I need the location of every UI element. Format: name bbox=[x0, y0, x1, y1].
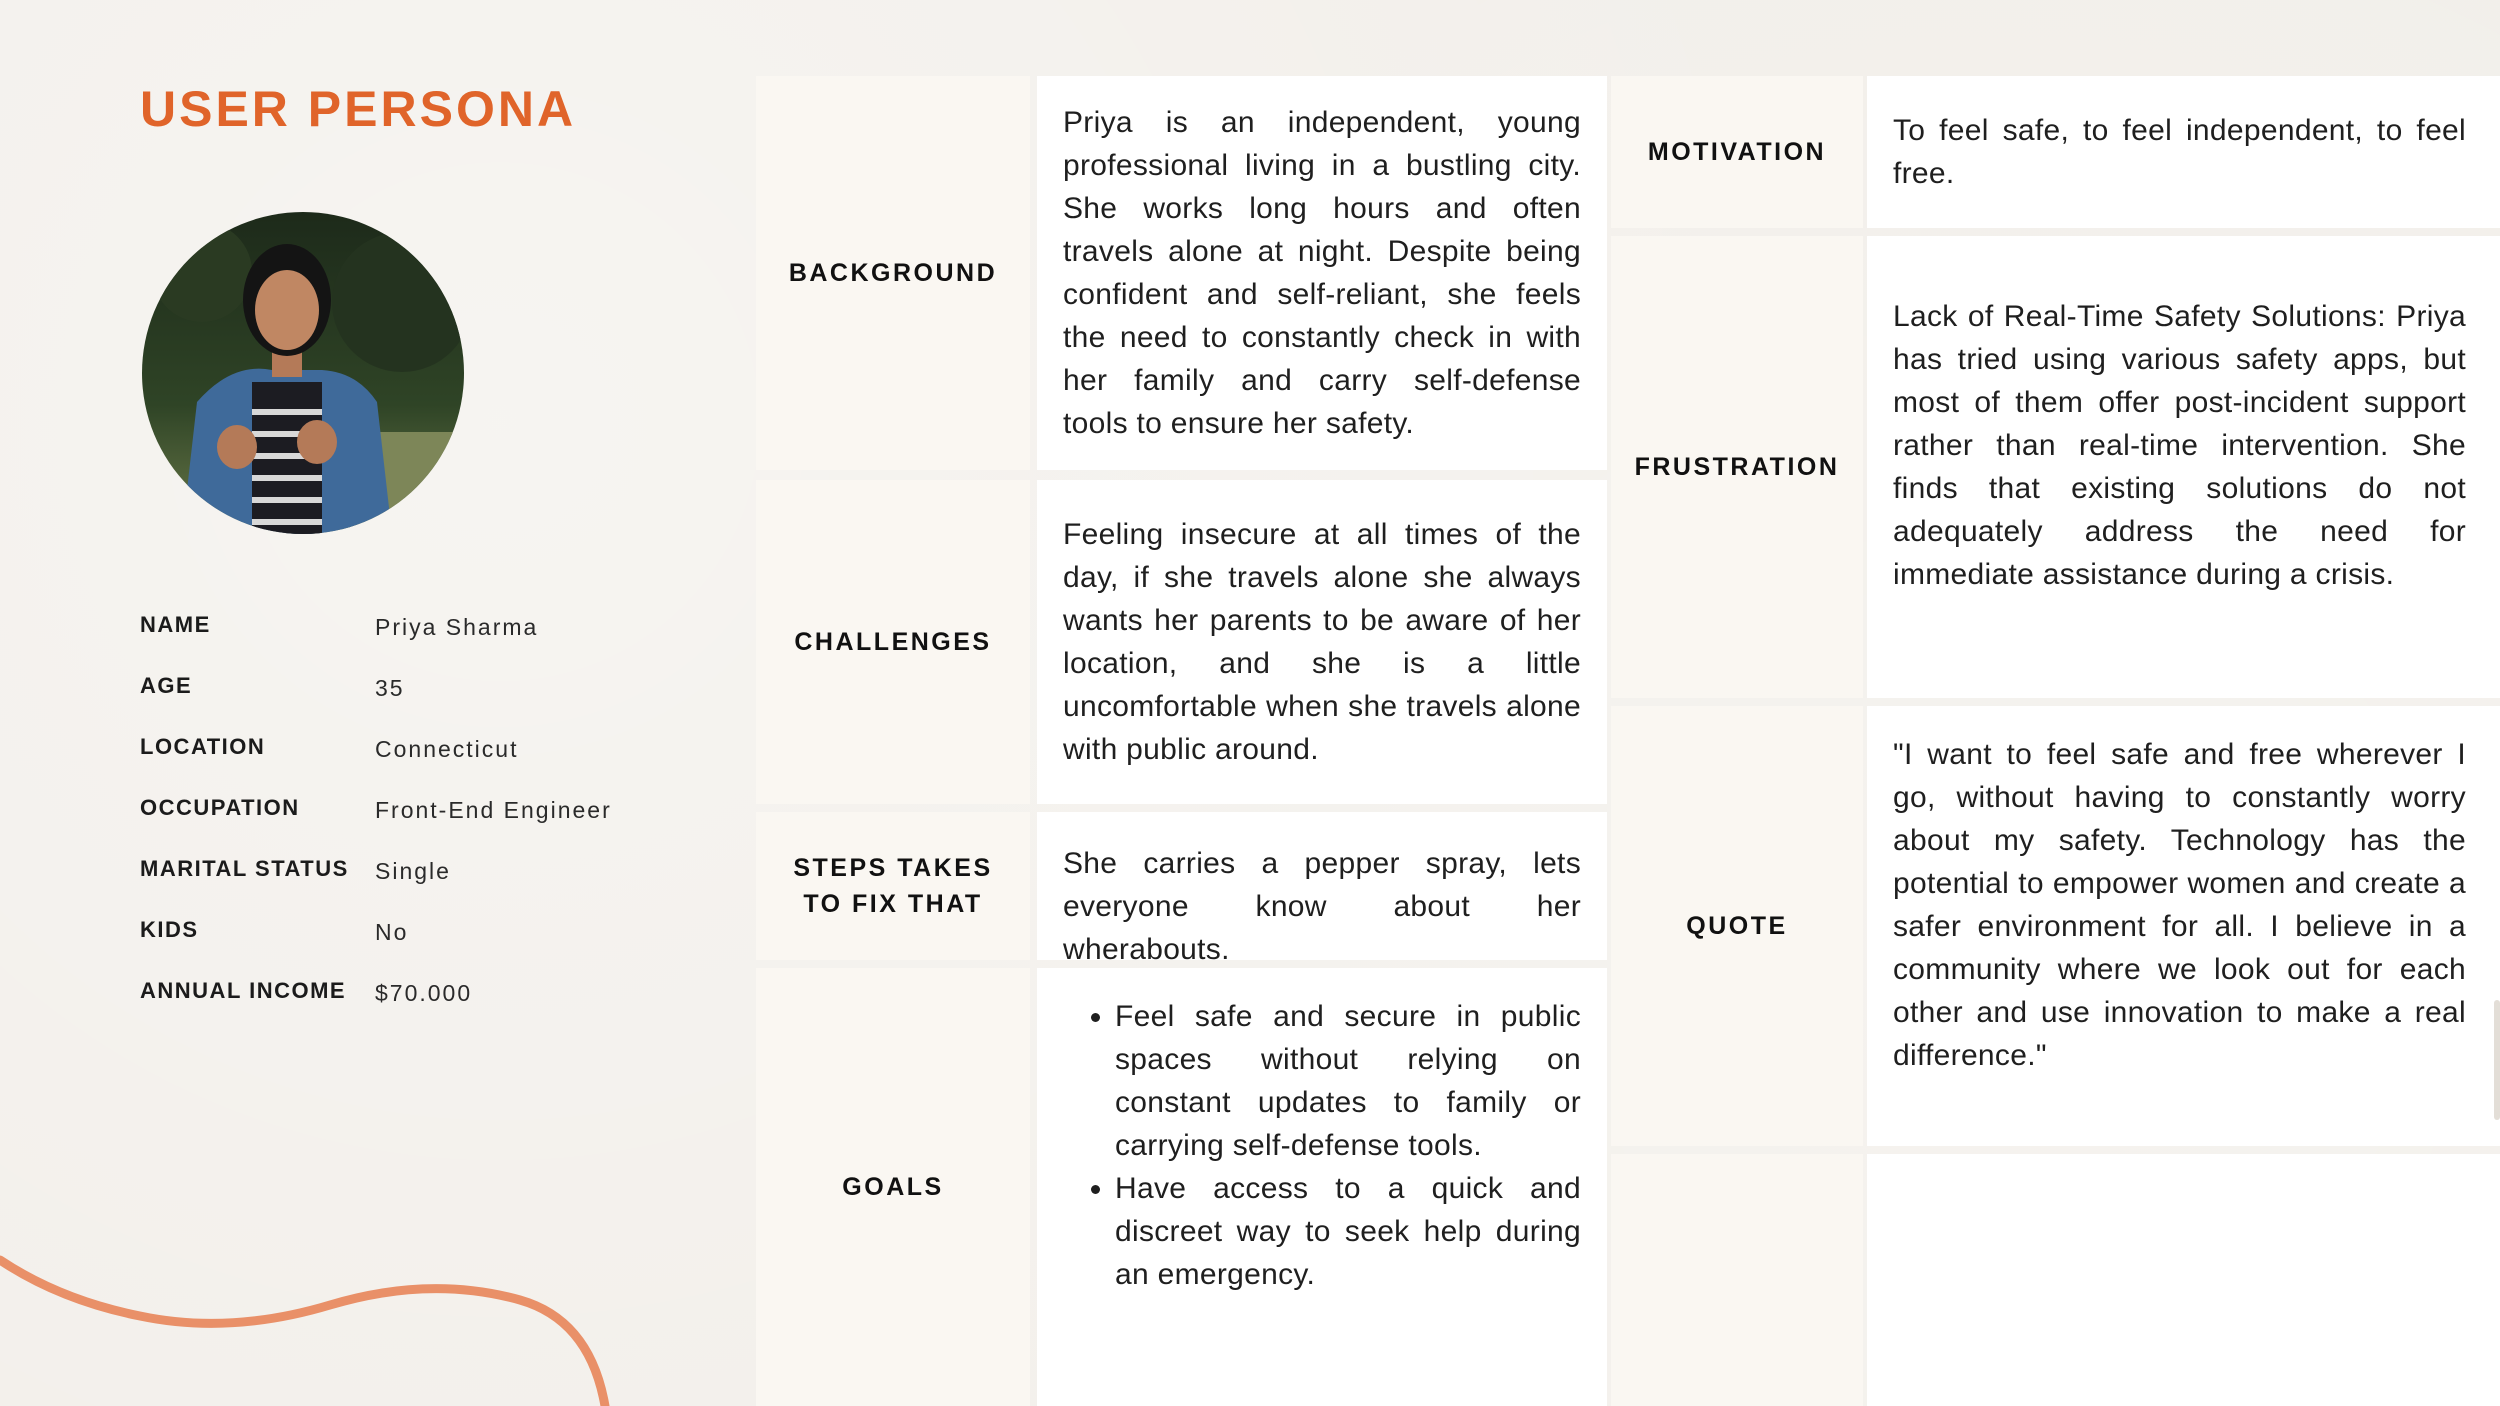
avatar bbox=[142, 212, 464, 534]
info-row-occupation bbox=[140, 795, 700, 856]
frustration-label-text: FRUSTRATION bbox=[1634, 453, 1840, 481]
location-value: Connecticut bbox=[375, 736, 519, 762]
steps-label-text: STEPS TAKES TO FIX THAT bbox=[793, 854, 993, 918]
background-text: Priya is an independent, young professional living in a bustling city. She works long hours and often travels alone at night. Despite being confident and self-reliant, she feels the need to constantly check in with her family and carry self-defense tools to ensure her safety. bbox=[1037, 76, 1607, 470]
challenges-label bbox=[756, 480, 1030, 804]
goal-item-1: • Feel safe and secure in public spaces without relying on constant updates to family or carrying self-defense tools. bbox=[1115, 995, 1581, 1167]
motivation-label-text: MOTIVATION bbox=[1647, 138, 1827, 166]
goals-label-text: GOALS bbox=[842, 1173, 944, 1201]
marital-status-value: Single bbox=[375, 858, 451, 884]
info-row-annual-income bbox=[140, 978, 700, 1039]
age-value: 35 bbox=[375, 675, 405, 701]
info-row-name bbox=[140, 612, 700, 673]
annual-income-label: ANNUAL INCOME bbox=[140, 978, 347, 1003]
frustration-label bbox=[1611, 236, 1863, 698]
quote-label bbox=[1611, 706, 1863, 1146]
info-row-age bbox=[140, 673, 700, 734]
location-label: LOCATION bbox=[140, 734, 266, 759]
name-value: Priya Sharma bbox=[375, 614, 539, 640]
annual-income-value: $70.000 bbox=[375, 980, 473, 1006]
goals-list bbox=[1063, 995, 1581, 1296]
occupation-value: Front-End Engineer bbox=[375, 797, 612, 823]
kids-label: KIDS bbox=[140, 917, 199, 942]
marital-status-label: MARITAL STATUS bbox=[140, 856, 349, 881]
motivation-label bbox=[1611, 76, 1863, 228]
empty-label-cell bbox=[1611, 1154, 1863, 1406]
challenges-label-text: CHALLENGES bbox=[794, 628, 992, 656]
quote-label-text: QUOTE bbox=[1686, 912, 1788, 940]
kids-value: No bbox=[375, 919, 409, 945]
background-label bbox=[756, 76, 1030, 470]
steps-label bbox=[756, 812, 1030, 960]
occupation-label: OCCUPATION bbox=[140, 795, 300, 820]
goals-text bbox=[1037, 968, 1607, 1406]
challenges-text: Feeling insecure at all times of the day, if she travels alone she always wants her parents to be aware of her location, and she is a little uncomfortable when she travels alone with public around. bbox=[1037, 480, 1607, 804]
goal-item-2: • Have access to a quick and discreet way to seek help during an emergency. bbox=[1115, 1167, 1581, 1296]
steps-text: She carries a pepper spray, lets everyone know about her wherabouts. bbox=[1037, 812, 1607, 960]
background-label-text: BACKGROUND bbox=[788, 259, 998, 287]
name-label: NAME bbox=[140, 612, 211, 637]
goals-label bbox=[756, 968, 1030, 1406]
persona-photo bbox=[142, 212, 464, 534]
motivation-text: To feel safe, to feel independent, to feel free. bbox=[1867, 76, 2500, 228]
persona-info bbox=[140, 612, 700, 1039]
quote-text: "I want to feel safe and free wherever I go, without having to constantly worry about my safety. Technology has the potential to empower women and create a safer environment for all. I believe in a community where we look out for each other and use innovation to make a real difference." bbox=[1867, 706, 2500, 1146]
info-row-location bbox=[140, 734, 700, 795]
decorative-wave bbox=[0, 1230, 640, 1406]
age-label: AGE bbox=[140, 673, 193, 698]
decorative-edge bbox=[2494, 1000, 2500, 1120]
page-title: USER PERSONA bbox=[140, 81, 577, 137]
info-row-marital-status bbox=[140, 856, 700, 917]
frustration-text: Lack of Real-Time Safety Solutions: Priya has tried using various safety apps, but most of them offer post-incident support rather than real-time intervention. She finds that existing solutions do not adequately address the need for immediate assistance during a crisis. bbox=[1867, 236, 2500, 698]
info-row-kids bbox=[140, 917, 700, 978]
empty-text-cell bbox=[1867, 1154, 2500, 1406]
